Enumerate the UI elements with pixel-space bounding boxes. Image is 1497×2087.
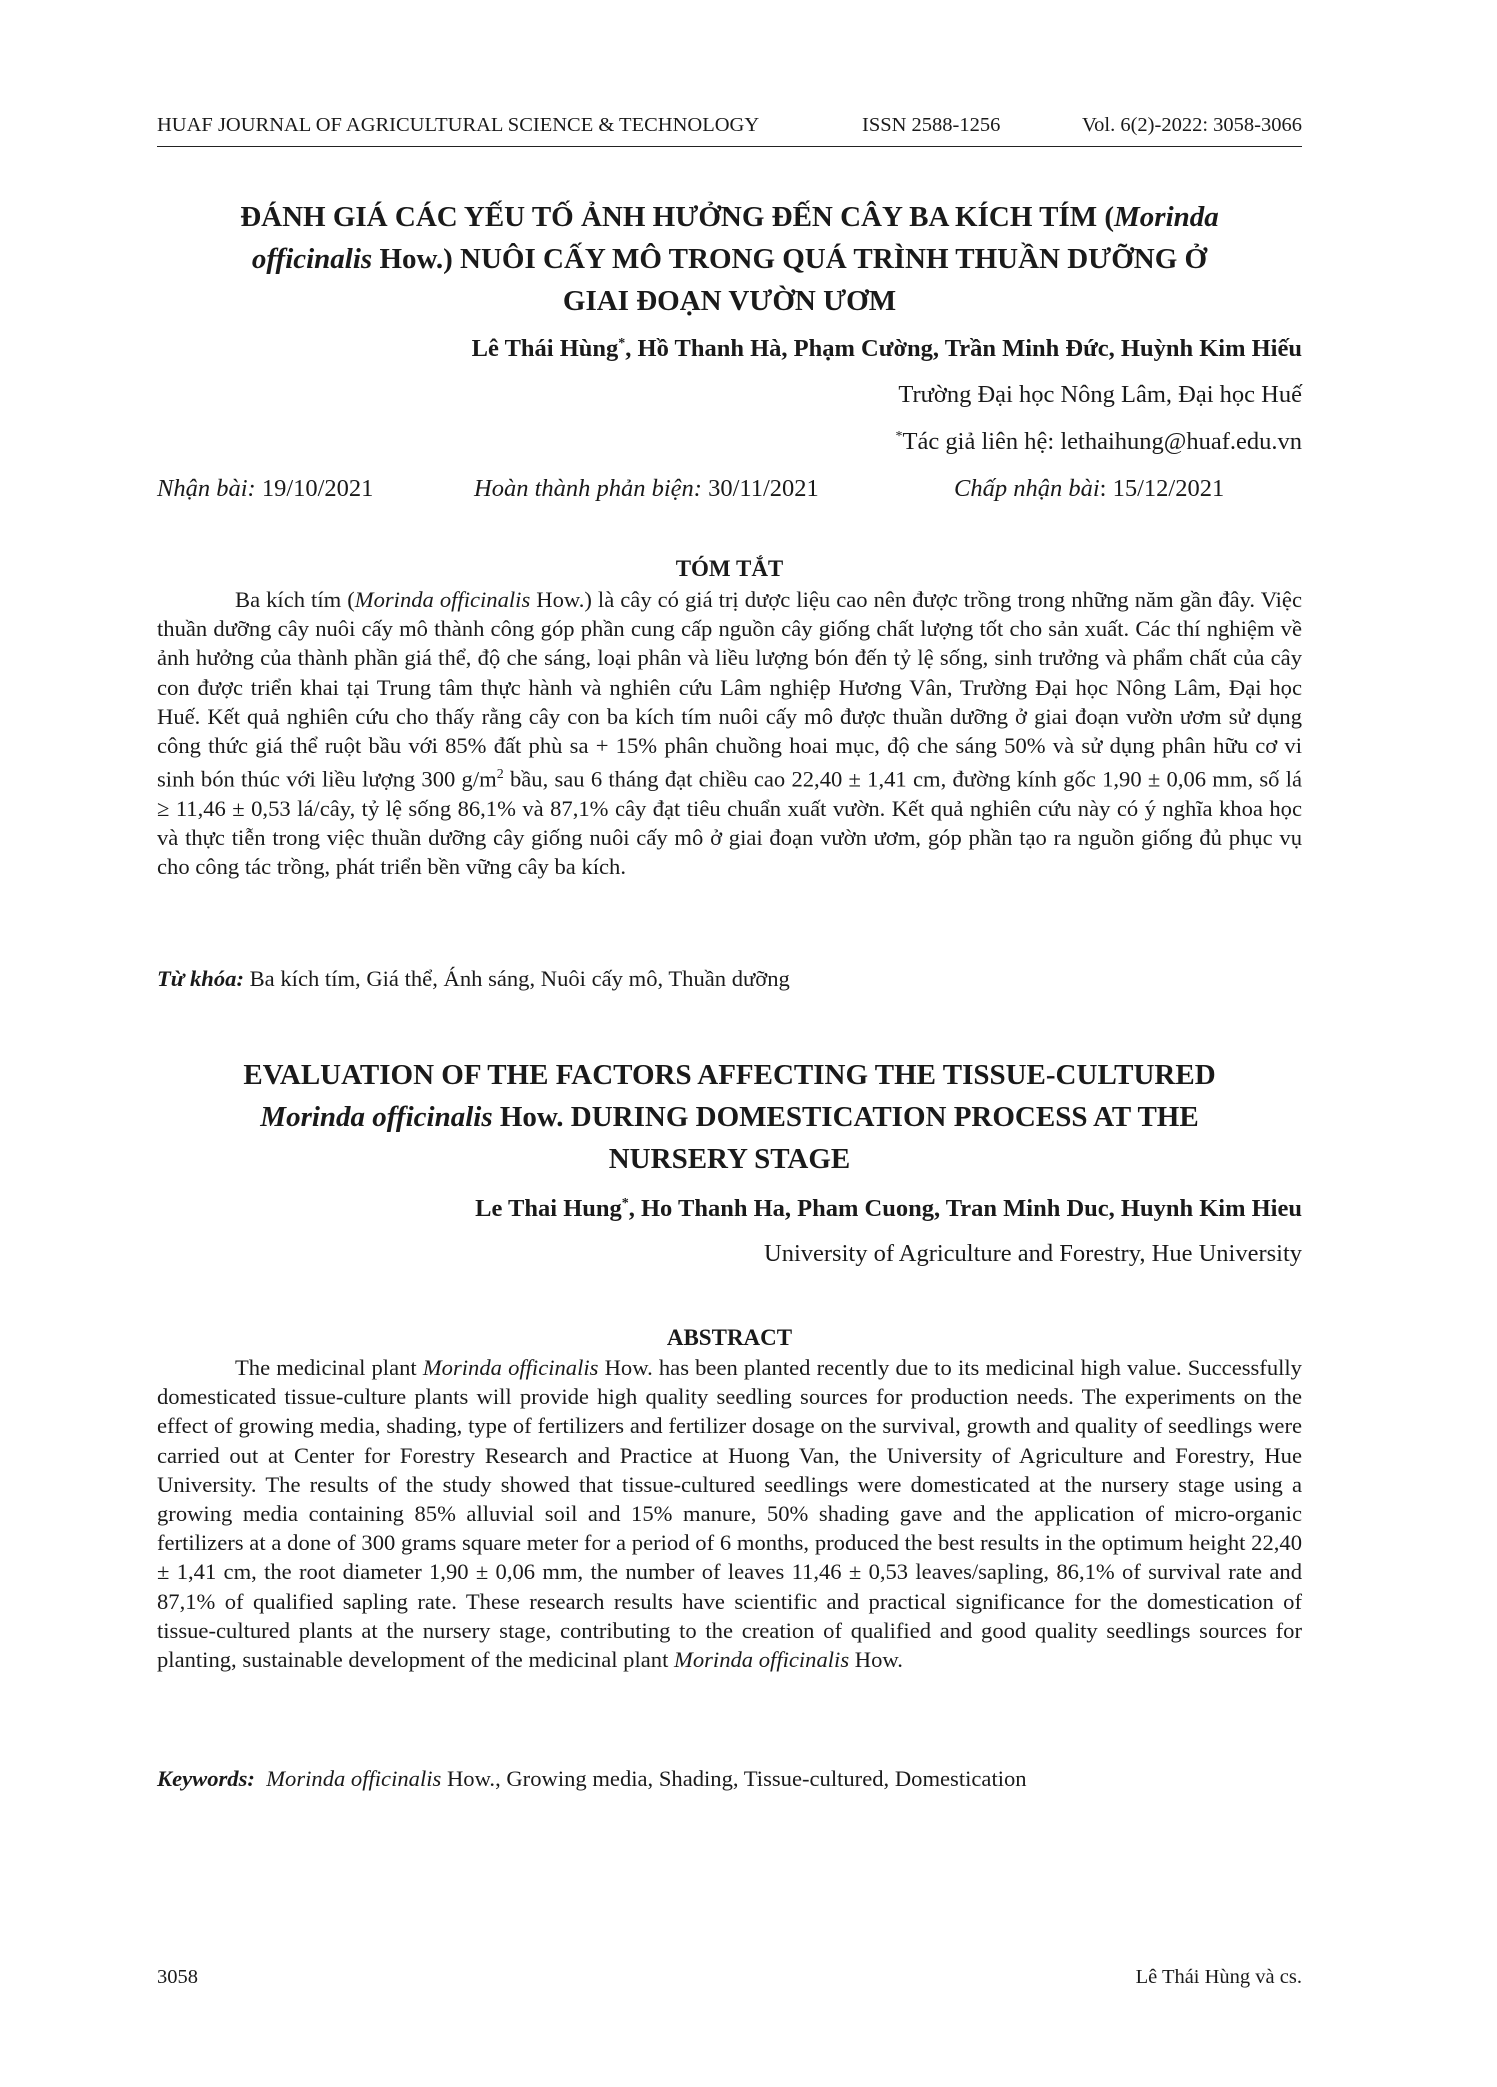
abstract-en-species: Morinda officinalis (422, 1355, 599, 1380)
abstract-en-species2: Morinda officinalis (674, 1647, 850, 1673)
abstract-vietnamese (157, 585, 1302, 882)
title-english (157, 1054, 1302, 1180)
reviewed-value: 30/11/2021 (701, 475, 819, 502)
abstract-en-part1: The medicinal plant (235, 1355, 423, 1380)
authors-rest-en: , Ho Thanh Ha, Pham Cuong, Tran Minh Duc, Huynh Kim Hieu (628, 1195, 1302, 1222)
received-label: Nhận bài: (157, 475, 256, 502)
title-vi-genus: Morinda (1114, 201, 1219, 233)
journal-name: HUAF JOURNAL OF AGRICULTURAL SCIENCE & TECHNOLOGY (157, 114, 760, 136)
title-en-line1: EVALUATION OF THE FACTORS AFFECTING THE TISSUE-CULTURED (243, 1059, 1216, 1091)
corresponding-mark-en: * (621, 1195, 629, 1211)
keywords-en-label: Keywords: (157, 1766, 255, 1791)
abstract-vi-part3: bầu, sau 6 tháng đạt chiều cao 22,40 ± 1,41 cm, đường kính gốc 1,90 ± 0,06 mm, số lá ≥ 11,46 ± 0,53 lá/cây, tỷ lệ sống 86,1% và 87,1% cây đạt tiêu chuẩn xuất vườn. Kết quả nghiên cứu này có ý nghĩa khoa học và thực tiễn trong việc thuần dưỡng cây giống nuôi cấy mô ở giai đoạn vườn ươm, góp phần tạo ra nguồn giống đủ phục vụ cho công tác trồng, phát triển bền vững cây ba kích. (157, 766, 1302, 880)
authors-english (157, 1195, 1302, 1223)
author-first: Lê Thái Hùng (471, 335, 619, 362)
received-value: 19/10/2021 (255, 475, 374, 502)
keywords-en-list: How., Growing media, Shading, Tissue-cultured, Domestication (441, 1766, 1027, 1791)
title-vi-line3: GIAI ĐOẠN VƯỜN ƯƠM (562, 285, 897, 317)
corresponding-author (157, 428, 1302, 456)
running-header (157, 114, 1302, 147)
keywords-english (157, 1766, 1302, 1792)
title-vietnamese (157, 196, 1302, 322)
corresponding-text: Tác giả liên hệ: lethaihung@huaf.edu.vn (902, 428, 1302, 455)
reviewed-date (474, 475, 819, 503)
abstract-en-part3: How. (849, 1647, 903, 1673)
abstract-vi-part1: Ba kích tím ( (235, 587, 355, 612)
affiliation-vietnamese: Trường Đại học Nông Lâm, Đại học Huế (898, 381, 1302, 408)
title-en-line3: NURSERY STAGE (608, 1143, 851, 1175)
abstract-en-part2: How. has been planted recently due to its medicinal high value. Successfully domesticated tissue-culture plants will provide high quality seedling sources for production needs. The experiments on the effect of growing media, shading, type of fertilizers and fertilizer dosage on the survival, growth and quality of seedlings were carried out at Center for Forestry Research and Practice at Huong Van, the University of Agriculture and Forestry, Hue University. The results of the study showed that tissue-cultured seedlings were domesticated at the nursery stage using a growing media containing 85% alluvial soil and 15% manure, 50% shading gave and the application of micro-organic fertilizers at a done of 300 grams square meter for a period of 6 months, produced the best results in the optimum height 22,40 ± 1,41 cm, the root diameter 1,90 ± 0,06 mm, the number of leaves 11,46 ± 0,53 leaves/sapling, 86,1% of survival rate and 87,1% of qualified sapling rate. These research results have scientific and practical significance for the domestication of tissue-cultured plants at the nursery stage, contributing to the creation of qualified and good quality seedlings sources for planting, sustainable development of the medicinal plant (157, 1355, 1302, 1673)
page-number: 3058 (157, 1966, 198, 1988)
received-date (157, 475, 373, 503)
footer-author: Lê Thái Hùng và cs. (1135, 1966, 1302, 1988)
affiliation-english: University of Agriculture and Forestry, Hue University (764, 1240, 1302, 1267)
accepted-label: Chấp nhận bài (954, 475, 1100, 502)
reviewed-label: Hoàn thành phản biện: (474, 475, 702, 502)
authors-vietnamese (157, 335, 1302, 363)
abstract-vi-species: Morinda officinalis (354, 587, 531, 612)
corresponding-mark: * (618, 335, 626, 351)
keywords-vietnamese (157, 966, 1302, 992)
keywords-vi-list: Ba kích tím, Giá thể, Ánh sáng, Nuôi cấy mô, Thuần dưỡng (243, 966, 790, 991)
accepted-value: : 15/12/2021 (1099, 475, 1225, 502)
title-vi-species: officinalis (251, 243, 373, 275)
issn: ISSN 2588-1256 (862, 114, 1001, 136)
title-vi-line2: How.) NUÔI CẤY MÔ TRONG QUÁ TRÌNH THUẦN DƯỠNG Ở (372, 243, 1208, 275)
abstract-vi-part2: How.) là cây có giá trị dược liệu cao nên được trồng trong những năm gần đây. Việc thuần dưỡng cây nuôi cấy mô thành công góp phần cung cấp nguồn cây giống chất lượng tốt cho sản xuất. Các thí nghiệm về ảnh hưởng của thành phần giá thể, độ che sáng, loại phân và liều lượng bón đến tỷ lệ sống, sinh trưởng và phẩm chất của cây con được triển khai tại Trung tâm thực hành và nghiên cứu Lâm nghiệp Hương Vân, Trường Đại học Nông Lâm, Đại học Huế. Kết quả nghiên cứu cho thấy rằng cây con ba kích tím nuôi cấy mô được thuần dưỡng ở giai đoạn vườn ươm sử dụng công thức giá thể ruột bầu với 85% đất phù sa + 15% phân chuồng hoai mục, độ che sáng 50% và sử dụng phân hữu cơ vi sinh bón thúc với liều lượng 300 g/m (157, 587, 1302, 792)
author-first-en: Le Thai Hung (475, 1195, 622, 1222)
keywords-vi-label: Từ khóa: (157, 966, 244, 991)
accepted-date (954, 475, 1224, 503)
keywords-en-species: Morinda officinalis (266, 1766, 442, 1791)
abstract-vi-superscript: 2 (496, 767, 504, 783)
volume-info: Vol. 6(2)-2022: 3058-3066 (1082, 114, 1302, 136)
abstract-heading-en: ABSTRACT (666, 1325, 793, 1350)
corresponding-mark: * (895, 428, 903, 444)
abstract-english (157, 1353, 1302, 1674)
title-vi-line1: ĐÁNH GIÁ CÁC YẾU TỐ ẢNH HƯỞNG ĐẾN CÂY BA KÍCH TÍM ( (240, 201, 1115, 233)
authors-rest: , Hồ Thanh Hà, Phạm Cường, Trần Minh Đức, Huỳnh Kim Hiếu (625, 335, 1302, 362)
abstract-heading-vi: TÓM TẮT (675, 556, 784, 581)
title-en-species: Morinda officinalis (260, 1101, 493, 1133)
title-en-line2: How. DURING DOMESTICATION PROCESS AT THE (492, 1101, 1199, 1133)
